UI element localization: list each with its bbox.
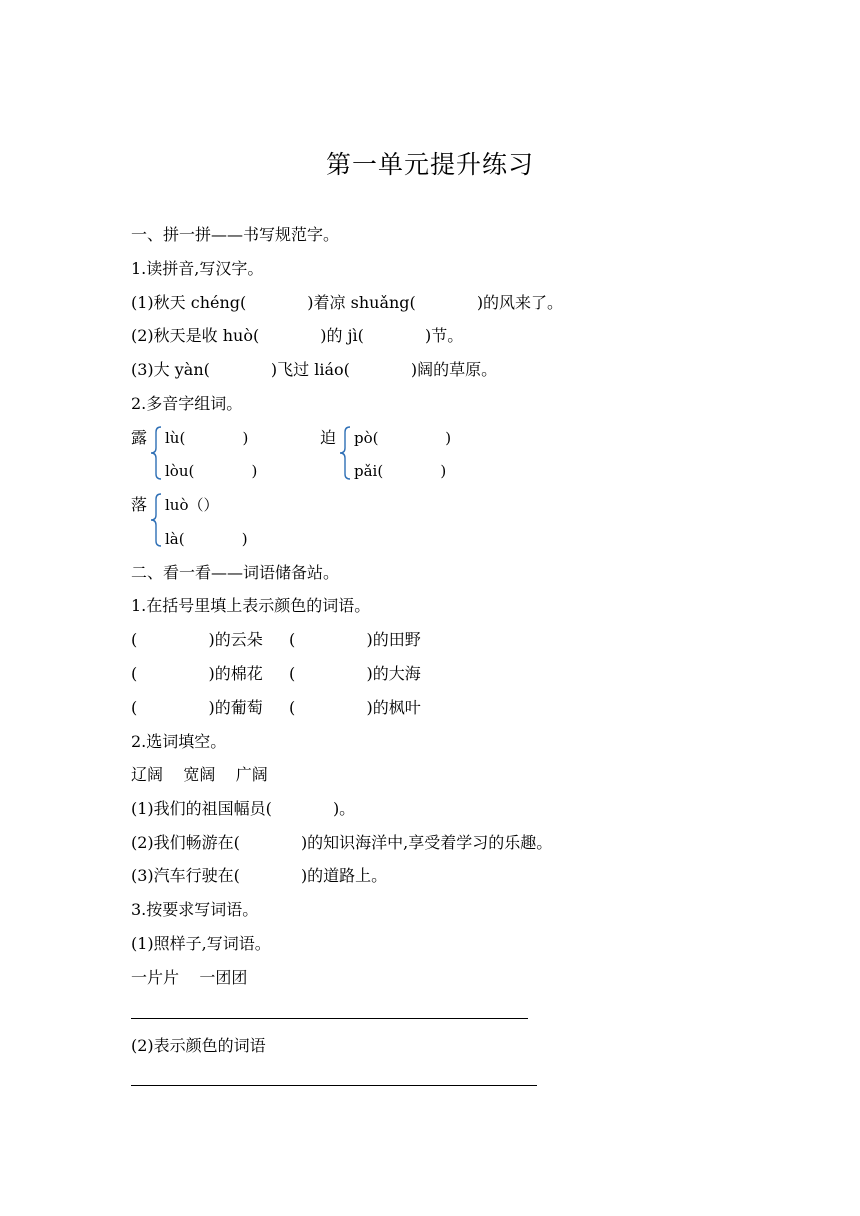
polyphone-char: 迫 (320, 428, 337, 447)
pinyin-item: (2)秋天是收 huò( )的 jì( )节。 (131, 326, 464, 345)
section-1-heading: 一、拼一拼——书写规范字。 (131, 225, 340, 244)
pinyin-item: (1)秋天 chéng( )着凉 shuǎng( )的风来了。 (131, 293, 564, 312)
sub-question: (2)表示颜色的词语 (131, 1036, 266, 1055)
brace-icon (149, 493, 163, 547)
reading-item: pò( ) (354, 429, 452, 447)
color-fill-item: ( )的田野 (289, 630, 421, 649)
section-2-heading: 二、看一看——词语储备站。 (131, 563, 340, 582)
color-fill-item: ( )的枫叶 (289, 698, 421, 717)
color-fill-item: ( )的大海 (289, 664, 421, 683)
question-1-title: 1.读拼音,写汉字。 (131, 259, 264, 278)
brace-icon (338, 426, 352, 480)
word-choices: 辽阔 宽阔 广阔 (131, 765, 268, 784)
example-words: 一片片 一团团 (131, 968, 248, 987)
reading-item: lù( ) (165, 429, 249, 447)
fill-blank-item: (1)我们的祖国幅员( )。 (131, 799, 356, 818)
question-3-title: 3.按要求写词语。 (131, 900, 259, 919)
polyphone-char: 露 (131, 428, 148, 447)
reading-item: luò（） (165, 496, 219, 514)
pinyin-item: (3)大 yàn( )飞过 liáo( )阔的草原。 (131, 360, 498, 379)
reading-item: pǎi( ) (354, 462, 447, 480)
color-fill-item: ( )的棉花 (131, 664, 263, 683)
answer-line[interactable] (131, 1018, 528, 1019)
fill-blank-item: (3)汽车行驶在( )的道路上。 (131, 866, 388, 885)
fill-blank-item: (2)我们畅游在( )的知识海洋中,享受着学习的乐趣。 (131, 833, 553, 852)
sub-question: (1)照样子,写词语。 (131, 934, 271, 953)
question-2-title: 2.选词填空。 (131, 732, 227, 751)
reading-item: là( ) (165, 530, 248, 548)
question-2-title: 2.多音字组词。 (131, 394, 243, 413)
brace-icon (149, 426, 163, 480)
color-fill-item: ( )的云朵 (131, 630, 263, 649)
reading-item: lòu( ) (165, 462, 258, 480)
color-fill-item: ( )的葡萄 (131, 698, 263, 717)
polyphone-char: 落 (131, 495, 148, 514)
question-1-title: 1.在括号里填上表示颜色的词语。 (131, 596, 371, 615)
page-title: 第一单元提升练习 (325, 150, 534, 179)
answer-line[interactable] (131, 1085, 537, 1086)
